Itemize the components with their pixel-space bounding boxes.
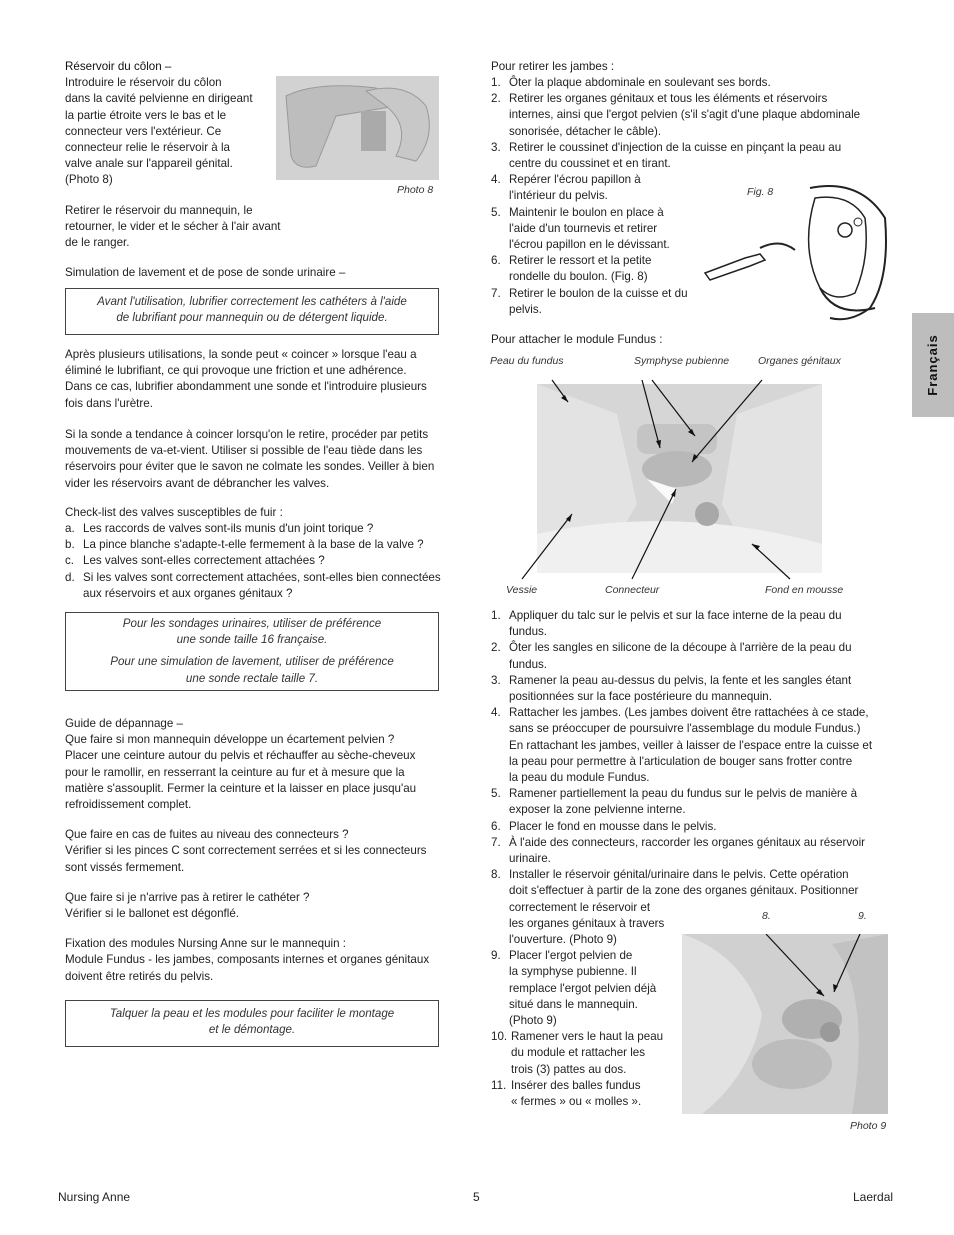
list-item-number: c. bbox=[65, 554, 75, 568]
note-sondes-enema bbox=[76, 654, 428, 686]
photo-9-label-9: 9. bbox=[858, 910, 867, 922]
text-line: réservoirs pour éviter que le savon ne colmate les sondes. Veiller à bien bbox=[65, 460, 435, 474]
fig-8-caption: Fig. 8 bbox=[747, 186, 774, 198]
list-item-number: 11. bbox=[491, 1078, 507, 1092]
legs-title: Pour retirer les jambes : bbox=[491, 60, 615, 73]
answer-1 bbox=[65, 748, 465, 813]
photo-8-caption: Photo 8 bbox=[397, 184, 434, 196]
list-item-line: Insérer des balles fundus bbox=[511, 1078, 641, 1092]
note-lubricate bbox=[65, 288, 439, 335]
text-line: éliminé le lubrifiant, ce qui provoque une friction et une adhérence. bbox=[65, 364, 407, 378]
list-item-line: les organes génitaux à travers bbox=[509, 916, 665, 930]
checklist bbox=[65, 521, 465, 602]
list-item-line: du module et rattacher les bbox=[511, 1046, 646, 1060]
list-item-line: Placer l'ergot pelvien de bbox=[509, 949, 633, 963]
text-line: de le ranger. bbox=[65, 236, 130, 250]
list-item-number: 2. bbox=[491, 641, 501, 655]
list-item-line: rondelle du boulon. (Fig. 8) bbox=[509, 270, 648, 284]
text-line: la partie étroite vers le bas et le bbox=[65, 108, 227, 122]
label-vessie: Vessie bbox=[506, 584, 538, 596]
text-line: Après plusieurs utilisations, la sonde peut « coincer » lorsque l'eau a bbox=[65, 348, 417, 361]
list-item-line: Ramener la peau au-dessus du pelvis, la fente et les sangles étant bbox=[509, 673, 852, 687]
list-item bbox=[491, 608, 891, 640]
list-item-number: 4. bbox=[491, 706, 501, 720]
list-item-number: 4. bbox=[491, 173, 501, 187]
text-line: Vérifier si le ballonet est dégonflé. bbox=[65, 907, 240, 921]
list-item-line: l'aide d'un tournevis et retirer bbox=[509, 221, 658, 235]
text-line: fois dans l'urètre. bbox=[65, 396, 153, 410]
list-item-number: 10. bbox=[491, 1030, 508, 1044]
list-item-line: remplace l'ergot pelvien déjà bbox=[509, 981, 657, 995]
list-item-number: 3. bbox=[491, 140, 501, 154]
text-line: et le démontage. bbox=[208, 1023, 296, 1037]
text-line: Dans ce cas, lubrifier abondamment une sonde et l'introduire plusieurs bbox=[65, 380, 427, 394]
text-line: Introduire le réservoir du côlon bbox=[65, 76, 222, 90]
text-line: refroidissement complet. bbox=[65, 798, 192, 812]
text-line: valve anale sur l'appareil génital. bbox=[65, 157, 233, 171]
list-item bbox=[65, 537, 465, 553]
troubleshooting-section bbox=[65, 716, 465, 985]
text-line: Pour les sondages urinaires, utiliser de préférence bbox=[122, 617, 382, 630]
list-item-line: Rattacher les jambes. (Les jambes doivent être rattachées à ce stade, bbox=[509, 706, 869, 720]
list-item-number: 7. bbox=[491, 286, 501, 300]
list-item-number: 1. bbox=[491, 609, 501, 622]
text-line: Vérifier si les pinces C sont correctement serrées et si les connecteurs bbox=[65, 844, 427, 858]
list-item-line: fundus. bbox=[509, 625, 548, 639]
list-item bbox=[491, 819, 891, 835]
text-line: Avant l'utilisation, lubrifier correctement les cathéters à l'aide bbox=[97, 295, 407, 308]
list-item-line: l'ouverture. (Photo 9) bbox=[509, 933, 617, 947]
list-item-line: (Photo 9) bbox=[509, 1014, 557, 1028]
list-item-line: internes, ainsi que l'ergot pelvien (s'il s'agit d'une plaque abdominale bbox=[509, 108, 861, 122]
footer-page-number: 5 bbox=[473, 1190, 480, 1204]
label-organes: Organes génitaux bbox=[758, 355, 841, 367]
text-line: Pour une simulation de lavement, utiliser de préférence bbox=[110, 655, 394, 669]
question-3: Que faire si je n'arrive pas à retirer le cathéter ? bbox=[65, 890, 310, 904]
list-item-line: exposer la zone pelvienne interne. bbox=[509, 803, 686, 817]
list-item-line: Installer le réservoir génital/urinaire dans le pelvis. Cette opération bbox=[509, 868, 849, 882]
text-line: Module Fundus - les jambes, composants internes et organes génitaux bbox=[65, 953, 430, 967]
text-line: Placer une ceinture autour du pelvis et réchauffer au sèche-cheveux bbox=[65, 749, 416, 763]
list-item-line: Les raccords de valves sont-ils munis d'un joint torique ? bbox=[83, 522, 374, 535]
list-item bbox=[491, 673, 891, 705]
text-line: connecteur vers l'extérieur. Ce bbox=[65, 124, 222, 138]
list-item-line: Les valves sont-elles correctement attachées ? bbox=[83, 554, 325, 568]
text-line: dans la cavité pelvienne en dirigeant bbox=[65, 92, 253, 106]
answer-4 bbox=[65, 952, 465, 984]
text-line: Retirer le réservoir du mannequin, le bbox=[65, 204, 253, 217]
list-item bbox=[65, 521, 465, 537]
note-sondes bbox=[65, 612, 439, 691]
list-item-line: l'intérieur du pelvis. bbox=[509, 189, 608, 203]
list-item bbox=[491, 640, 891, 672]
note-sondes-urinary bbox=[76, 616, 428, 648]
list-item-line: la symphyse pubienne. Il bbox=[509, 965, 637, 979]
text-line: une sonde rectale taille 7. bbox=[185, 671, 319, 685]
photo-8-image bbox=[276, 76, 439, 180]
list-item-number: 6. bbox=[491, 254, 501, 268]
answer-3 bbox=[65, 906, 465, 922]
question-1: Que faire si mon mannequin développe un écartement pelvien ? bbox=[65, 733, 395, 747]
list-item-number: a. bbox=[65, 522, 75, 535]
label-symphyse: Symphyse pubienne bbox=[634, 355, 730, 367]
list-item-line: Appliquer du talc sur le pelvis et sur la face interne de la peau du bbox=[509, 609, 842, 622]
list-item-line: Maintenir le boulon en place à bbox=[509, 205, 664, 219]
para-sonde-retirer bbox=[65, 427, 460, 492]
list-item-line: l'écrou papillon en le dévissant. bbox=[509, 238, 670, 252]
checklist-title: Check-list des valves susceptibles de fuir : bbox=[65, 506, 283, 519]
colon-text bbox=[65, 75, 275, 188]
list-item-line: À l'aide des connecteurs, raccorder les organes génitaux au réservoir bbox=[509, 835, 866, 849]
label-connecteur: Connecteur bbox=[605, 584, 660, 596]
list-item-line: Repérer l'écrou papillon à bbox=[509, 173, 641, 187]
footer-product: Nursing Anne bbox=[58, 1190, 131, 1204]
list-item-line: sans se préoccuper de poursuivre l'assemblage du module Fundus.) bbox=[509, 722, 861, 736]
text-line: doivent être retirés du pelvis. bbox=[65, 969, 214, 983]
list-item-number: b. bbox=[65, 538, 75, 552]
text-line: (Photo 8) bbox=[65, 173, 113, 187]
list-item-line: pelvis. bbox=[509, 302, 542, 316]
list-item-number: 2. bbox=[491, 92, 501, 106]
list-item-line: Retirer le ressort et la petite bbox=[509, 254, 652, 268]
list-item-line: Retirer le coussinet d'injection de la cuisse en pinçant la peau au bbox=[509, 140, 842, 154]
list-item bbox=[491, 140, 891, 172]
list-item bbox=[65, 570, 465, 602]
list-item-line: centre du coussinet et en tirant. bbox=[509, 157, 671, 171]
list-item-line: doit s'effectuer à partir de la zone des organes génitaux. Positionner bbox=[509, 884, 859, 898]
list-item-line: Retirer le boulon de la cuisse et du bbox=[509, 286, 688, 300]
remove-text bbox=[65, 203, 315, 252]
list-item-line: la peau du module Fundus. bbox=[509, 771, 650, 785]
simulation-title: Simulation de lavement et de pose de sonde urinaire – bbox=[65, 266, 346, 279]
list-item-line: fundus. bbox=[509, 657, 548, 671]
list-item-line: « fermes » ou « molles ». bbox=[511, 1095, 642, 1109]
list-item-line: situé dans le mannequin. bbox=[509, 997, 638, 1011]
list-item-number: 5. bbox=[491, 787, 501, 801]
label-fond-mousse: Fond en mousse bbox=[765, 584, 844, 596]
fundus-title: Pour attacher le module Fundus : bbox=[491, 333, 663, 346]
list-item-number: d. bbox=[65, 570, 75, 584]
footer-brand: Laerdal bbox=[853, 1190, 894, 1204]
list-item-line: la peau pour permettre à l'articulation de bouger sans frotter contre bbox=[509, 754, 853, 768]
list-item-line: correctement le réservoir et bbox=[509, 900, 651, 914]
list-item-line: Ramener vers le haut la peau bbox=[511, 1030, 664, 1044]
list-item-number: 6. bbox=[491, 819, 501, 833]
colon-section bbox=[65, 59, 275, 189]
text-line: mouvements de va-et-vient. Utiliser si possible de l'eau tiède dans les bbox=[65, 444, 423, 458]
text-line: de lubrifiant pour mannequin ou de détergent liquide. bbox=[116, 311, 388, 325]
answer-2 bbox=[65, 843, 465, 875]
text-line: retourner, le vider et le sécher à l'air avant bbox=[65, 220, 281, 234]
list-item-number: 5. bbox=[491, 205, 501, 219]
list-item-line: aux réservoirs et aux organes génitaux ? bbox=[83, 586, 293, 600]
list-item bbox=[491, 91, 891, 140]
text-line: pour le ramollir, en resserrant la ceinture au fur et à mesure que la bbox=[65, 765, 405, 779]
list-item-number: 7. bbox=[491, 835, 501, 849]
question-2: Que faire en cas de fuites au niveau des connecteurs ? bbox=[65, 828, 349, 842]
list-item-number: 8. bbox=[491, 868, 501, 882]
text-line: sont vissés fermement. bbox=[65, 860, 185, 874]
list-item-line: trois (3) pattes au dos. bbox=[511, 1062, 627, 1076]
list-item-line: urinaire. bbox=[509, 852, 551, 866]
note-talc bbox=[65, 1000, 439, 1047]
list-item-number: 9. bbox=[491, 949, 501, 963]
language-tab-label: Français bbox=[924, 334, 940, 396]
para-sonde-coincer bbox=[65, 347, 460, 412]
language-tab bbox=[912, 313, 954, 417]
photo-9-label-8: 8. bbox=[762, 910, 771, 922]
text-line: Si la sonde a tendance à coincer lorsqu'on le retire, procéder par petits bbox=[65, 428, 429, 441]
list-item-line: Ramener partiellement la peau du fundus sur le pelvis de manière à bbox=[509, 787, 858, 801]
list-item-line: positionnées sur la face postérieure du mannequin. bbox=[509, 690, 772, 704]
list-item bbox=[491, 835, 891, 867]
text-line: matière s'assouplit. Fermer la ceinture et la laisser en place jusqu'au bbox=[65, 781, 417, 795]
text-line: Talquer la peau et les modules pour faciliter le montage bbox=[109, 1007, 395, 1020]
list-item bbox=[491, 75, 891, 91]
list-item-line: sonorisée, détacher le câble). bbox=[509, 124, 662, 138]
text-line: vider les réservoirs avant de débrancher les valves. bbox=[65, 476, 330, 490]
photo-9-image bbox=[682, 934, 888, 1114]
list-item-line: En rattachant les jambes, veiller à laisser de l'espace entre la cuisse et bbox=[509, 738, 873, 752]
colon-title: Réservoir du côlon – bbox=[65, 60, 172, 73]
list-item bbox=[65, 553, 465, 569]
list-item bbox=[491, 705, 891, 786]
question-4: Fixation des modules Nursing Anne sur le mannequin : bbox=[65, 937, 346, 951]
list-item-line: La pince blanche s'adapte-t-elle fermement à la base de la valve ? bbox=[83, 538, 424, 552]
fundus-photo bbox=[537, 384, 822, 573]
label-peau-fundus: Peau du fundus bbox=[490, 355, 564, 367]
list-item-number: 3. bbox=[491, 673, 501, 687]
list-item-number: 1. bbox=[491, 76, 501, 89]
list-item-line: Si les valves sont correctement attachées, sont-elles bien connectées bbox=[83, 570, 441, 584]
list-item-line: Ôter la plaque abdominale en soulevant ses bords. bbox=[509, 76, 771, 89]
guide-title: Guide de dépannage – bbox=[65, 717, 183, 730]
list-item-line: Placer le fond en mousse dans le pelvis. bbox=[509, 819, 717, 833]
list-item bbox=[491, 786, 891, 818]
text-line: une sonde taille 16 française. bbox=[176, 633, 328, 647]
fig-8-drawing bbox=[700, 178, 890, 324]
list-item-line: Ôter les sangles en silicone de la découpe à l'arrière de la peau du bbox=[509, 641, 852, 655]
text-line: connecteur relie le réservoir à la bbox=[65, 141, 230, 155]
photo-9-caption: Photo 9 bbox=[850, 1120, 887, 1132]
list-item-line: Retirer les organes génitaux et tous les éléments et réservoirs bbox=[509, 92, 828, 106]
